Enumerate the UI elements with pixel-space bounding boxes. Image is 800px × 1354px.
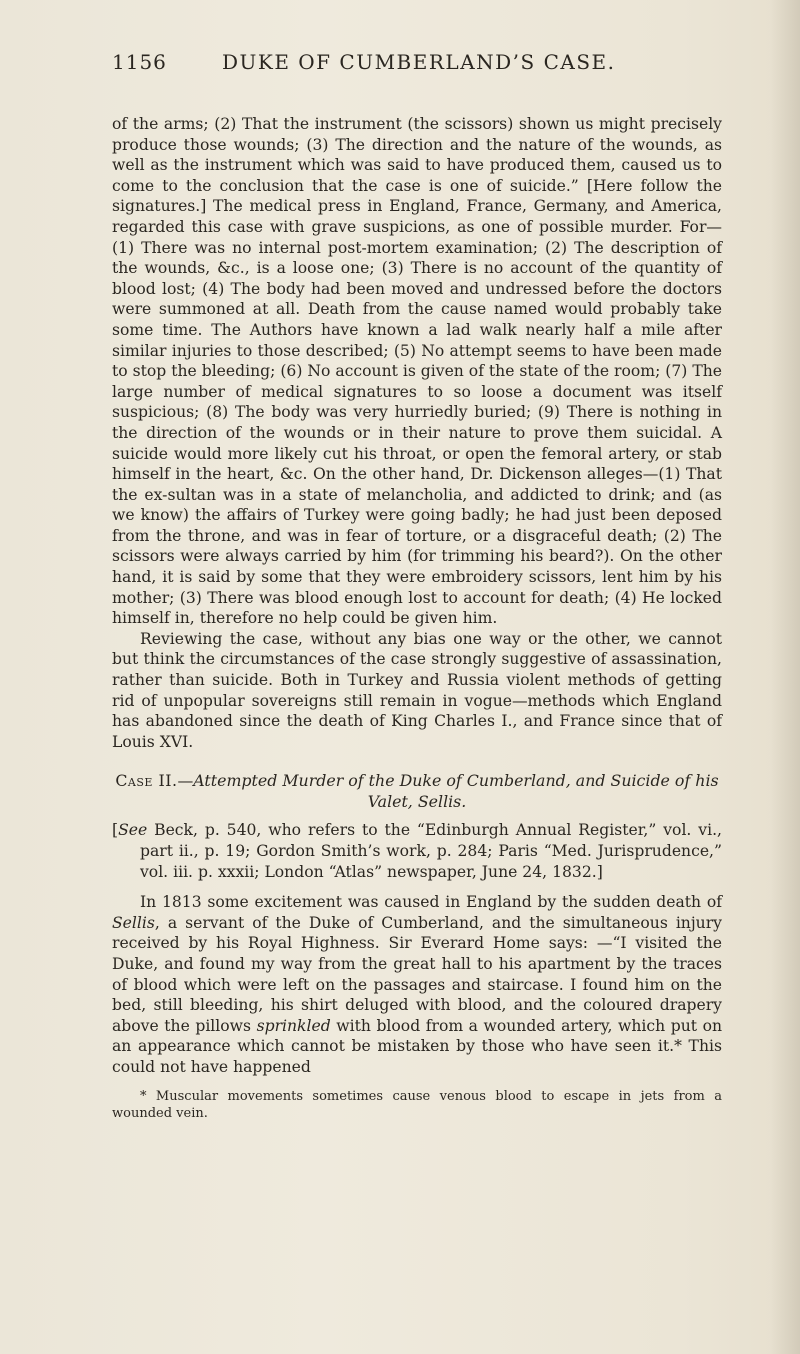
paragraph-review: Reviewing the case, without any bias one way or the other, we cannot but think the circumstances of the case strongly suggestive of assassination, rather than suicide. Both in Turkey and Russia violent methods of getting rid of unpopular sovereigns still remain in vogue—methods which England has abandoned since the death of King Charles I., and France since that of Louis XVI. <box>112 629 722 751</box>
p3-sprinkled: sprinkled <box>256 1016 331 1035</box>
p3-part-b: , a servant of the Duke of Cumberland, and the simultaneous injury received by his Royal Highness. Sir Everard Home says: —“I visited the Duke, and found my way from the great hall to his apartment by the traces of blood which were left on the passages and staircase. I found him on the bed, still bleeding, his shirt deluged with blood, and the coloured drapery above the pillows <box>112 913 722 1035</box>
p3-sellis: Sellis <box>112 913 155 932</box>
page-number: 1156 <box>112 50 167 74</box>
p3-part-a: In 1813 some excitement was caused in England by the sudden death of <box>140 893 722 912</box>
case-dash: — <box>177 771 194 791</box>
footnote: * Muscular movements sometimes cause venous blood to escape in jets from a wounded vein. <box>112 1088 722 1121</box>
case-label: Case II. <box>115 771 178 791</box>
references-note <box>112 820 722 882</box>
paragraph-sellis <box>112 892 722 1077</box>
page-body <box>112 114 722 1122</box>
page-header <box>112 50 712 80</box>
case-title-text: Attempted Murder of the Duke of Cumberland, and Suicide of his Valet, Sellis. <box>193 771 719 812</box>
refs-see: See <box>118 821 148 840</box>
paragraph-continuation: of the arms; (2) That the instrument (the scissors) shown us might precisely produce those wounds; (3) The direction and the nature of the wounds, as well as the instrument which was said to have produced them, caused us to come to the conclusion that the case is one of suicide.” [Here follow the signatures.] The medical press in England, France, Germany, and America, regarded this case with grave suspicions, as one of possible murder. For—(1) There was no internal post-mortem examination; (2) The description of the wounds, &c., is a loose one; (3) There is no account of the quantity of blood lost; (4) The body had been moved and undressed before the doctors were summoned at all. Death from the cause named would probably take some time. The Authors have known a lad walk nearly half a mile after similar injuries to those described; (5) No attempt seems to have been made to stop the bleeding; (6) No account is given of the state of the room; (7) The large number of medical signatures to so loose a document was itself suspicious; (8) The body was very hurriedly buried; (9) There is nothing in the direction of the wounds or in their nature to prove them suicidal. A suicide would more likely cut his throat, or open the femoral artery, or stab himself in the heart, &c. On the other hand, Dr. Dickenson alleges—(1) That the ex-sultan was in a state of melancholia, and addicted to drink; and (as we know) the affairs of Turkey were going badly; he had just been deposed from the throne, and was in fear of torture, or a disgraceful death; (2) The scissors were always carried by him (for trimming his beard?). On the other hand, it is said by some that they were embroidery scissors, lent him by his mother; (3) There was blood enough lost to account for death; (4) He locked himself in, therefore no help could be given him. <box>112 115 722 628</box>
running-title: DUKE OF CUMBERLAND’S CASE. <box>222 50 616 74</box>
p3-part-c: with blood from a wounded artery, which put on an appearance which cannot be mistaken by those who have seen it.* This could not have happened <box>112 1016 723 1076</box>
case-heading <box>112 770 722 812</box>
refs-text: Beck, p. 540, who refers to the “Edinburgh Annual Register,” vol. vi., part ii., p. 19; Gordon Smith’s work, p. 284; Paris “Med. Jurisprudence,” vol. iii. p. xxxii; London “Atlas” newspaper, June 24, 1832.] <box>140 821 722 881</box>
refs-open: [ <box>112 821 119 840</box>
page-edge-shadow <box>770 0 800 1354</box>
